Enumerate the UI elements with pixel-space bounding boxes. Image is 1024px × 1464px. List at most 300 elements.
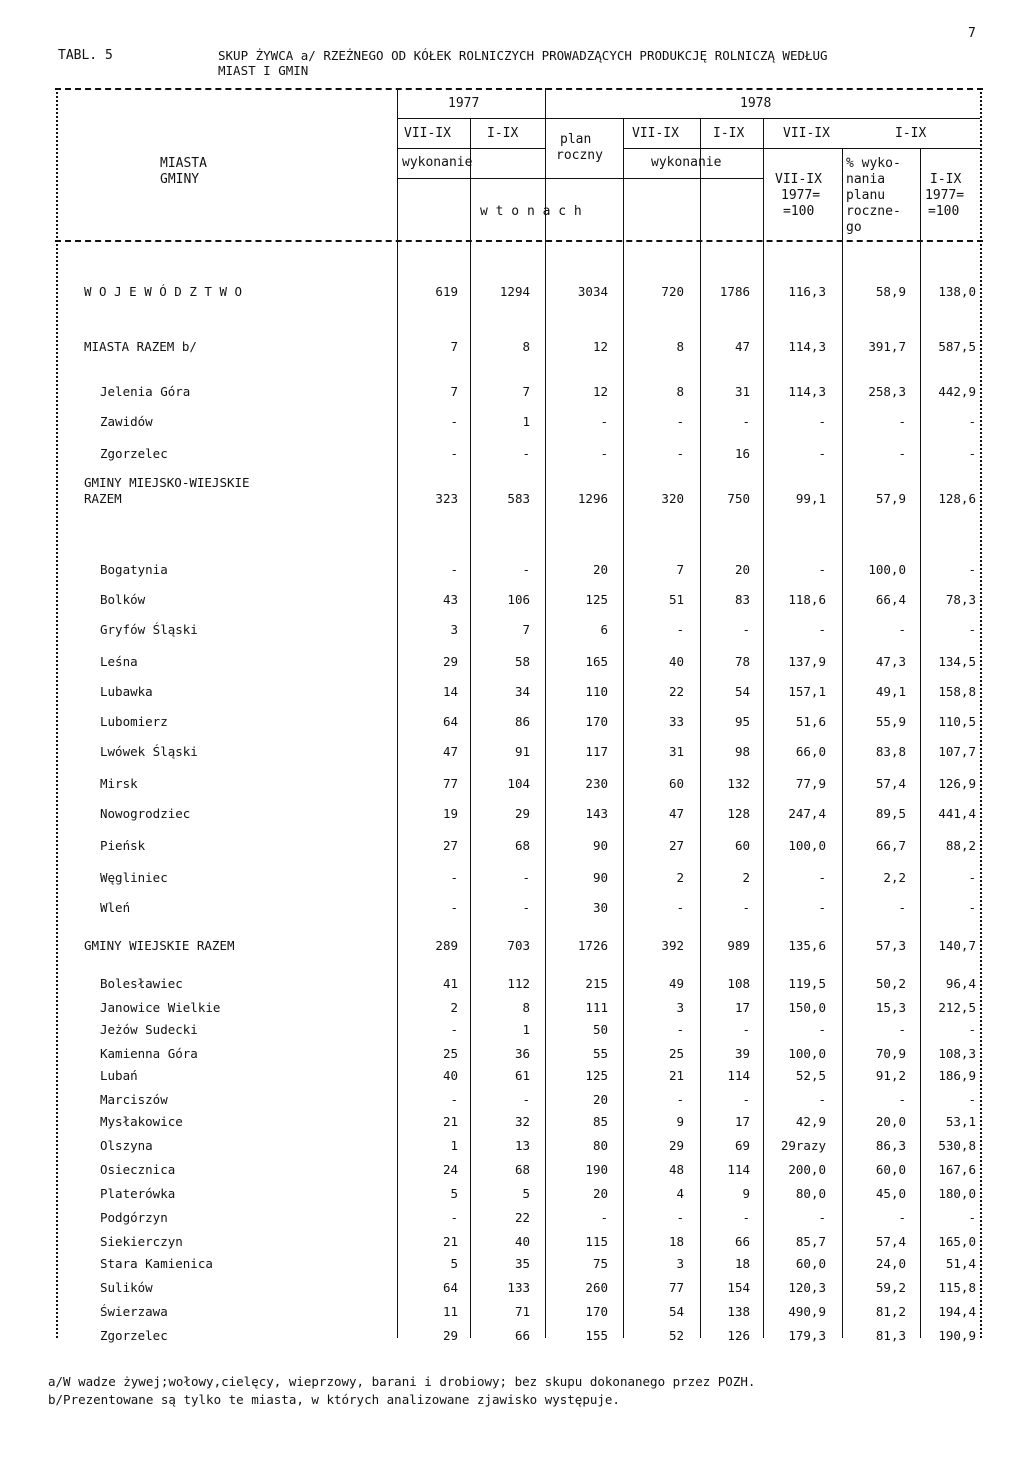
- row-value: 58: [514, 654, 530, 669]
- row-value: 8: [522, 1000, 530, 1015]
- row-value: 40: [668, 654, 684, 669]
- row-value: 1296: [577, 491, 608, 506]
- row-value: 392: [661, 938, 684, 953]
- row-value: 20: [592, 562, 608, 577]
- row-value: 57,4: [875, 776, 906, 791]
- row-value: -: [968, 1092, 976, 1107]
- row-name: Wleń: [100, 900, 131, 915]
- row-value: 120,3: [788, 1280, 826, 1295]
- units-label: w t o n a c h: [480, 204, 582, 219]
- row-name: GMINY MIEJSKO-WIEJSKIE: [84, 475, 250, 490]
- row-name: Lubawka: [100, 684, 153, 699]
- row-value: 112: [507, 976, 530, 991]
- period-1978-vii-ix: VII-IX: [632, 126, 679, 141]
- row-value: 15,3: [875, 1000, 906, 1015]
- row-value: 13: [514, 1138, 530, 1153]
- period-1978-i-ix: I-IX: [713, 126, 745, 141]
- index-vii-ix-line2: 1977=: [781, 188, 821, 203]
- row-value: 3034: [577, 284, 608, 299]
- row-value: 78,3: [945, 592, 976, 607]
- row-value: 118,6: [788, 592, 826, 607]
- row-value: 2,2: [883, 870, 906, 885]
- row-value: -: [450, 1210, 458, 1225]
- row-value: 69: [734, 1138, 750, 1153]
- row-value: 5: [522, 1186, 530, 1201]
- row-value: 116,3: [788, 284, 826, 299]
- row-value: 104: [507, 776, 530, 791]
- row-value: 115: [585, 1234, 608, 1249]
- row-value: -: [898, 446, 906, 461]
- row-value: 186,9: [938, 1068, 976, 1083]
- row-value: 140,7: [938, 938, 976, 953]
- row-name: Gryfów Śląski: [100, 622, 198, 637]
- row-name: Osiecznica: [100, 1162, 176, 1177]
- row-value: 180,0: [938, 1186, 976, 1201]
- row-value: 42,9: [795, 1114, 826, 1129]
- row-name: Platerówka: [100, 1186, 176, 1201]
- row-value: 66: [734, 1234, 750, 1249]
- row-value: 29: [668, 1138, 684, 1153]
- row-name: Stara Kamienica: [100, 1256, 213, 1271]
- row-value: 90: [592, 870, 608, 885]
- row-value: 49,1: [875, 684, 906, 699]
- period-1977-vii-ix: VII-IX: [404, 126, 451, 141]
- row-value: 750: [727, 491, 750, 506]
- row-value: 88,2: [945, 838, 976, 853]
- row-value: -: [450, 562, 458, 577]
- period-index-i-ix: I-IX: [895, 126, 927, 141]
- row-value: -: [968, 622, 976, 637]
- row-value: 18: [668, 1234, 684, 1249]
- row-value: -: [742, 1022, 750, 1037]
- table-title-line2: MIAST I GMIN: [218, 63, 309, 78]
- row-value: 17: [734, 1114, 750, 1129]
- row-name: GMINY WIEJSKIE RAZEM: [84, 938, 235, 953]
- row-value: 154: [727, 1280, 750, 1295]
- period-index-vii-ix: VII-IX: [783, 126, 830, 141]
- row-value: 179,3: [788, 1328, 826, 1343]
- row-value: 114,3: [788, 384, 826, 399]
- row-name: Olszyna: [100, 1138, 153, 1153]
- row-value: 99,1: [795, 491, 826, 506]
- row-value: -: [818, 446, 826, 461]
- row-value: 22: [514, 1210, 530, 1225]
- row-name: Pieńsk: [100, 838, 146, 853]
- row-value: 64: [442, 714, 458, 729]
- row-value: 2: [676, 870, 684, 885]
- row-value: 51: [668, 592, 684, 607]
- row-value: 134,5: [938, 654, 976, 669]
- index-vii-ix-line1: VII-IX: [775, 172, 822, 187]
- row-value: 90: [592, 838, 608, 853]
- footnote-a: a/W wadze żywej;wołowy,cielęcy, wieprzowy, barani i drobiowy; bez skupu dokonanego przez POZH.: [48, 1374, 756, 1389]
- row-value: -: [898, 622, 906, 637]
- row-value: 115,8: [938, 1280, 976, 1295]
- row-value: 53,1: [945, 1114, 976, 1129]
- row-value: -: [450, 1092, 458, 1107]
- row-value: 25: [668, 1046, 684, 1061]
- row-value: -: [742, 622, 750, 637]
- row-value: 29: [514, 806, 530, 821]
- row-name: Mirsk: [100, 776, 138, 791]
- row-value: 27: [442, 838, 458, 853]
- row-name: MIASTA RAZEM b/: [84, 339, 197, 354]
- row-value: 135,6: [788, 938, 826, 953]
- row-name: Świerzawa: [100, 1304, 168, 1319]
- row-value: 91: [514, 744, 530, 759]
- plan-label: plan: [560, 132, 592, 147]
- row-value: 230: [585, 776, 608, 791]
- row-value: 114: [727, 1068, 750, 1083]
- row-value: 158,8: [938, 684, 976, 699]
- row-value: 96,4: [945, 976, 976, 991]
- row-name: Sulików: [100, 1280, 153, 1295]
- row-value: -: [676, 414, 684, 429]
- row-value: 55: [592, 1046, 608, 1061]
- index-i-ix-line3: =100: [928, 204, 960, 219]
- row-value: -: [522, 1092, 530, 1107]
- row-value: 39: [734, 1046, 750, 1061]
- row-value: 5: [450, 1256, 458, 1271]
- row-value: 51,6: [795, 714, 826, 729]
- row-value: 29: [442, 654, 458, 669]
- row-value: 29razy: [780, 1138, 826, 1153]
- row-value: 66,0: [795, 744, 826, 759]
- plan-exec-line1: % wyko-: [846, 156, 901, 171]
- row-value: -: [676, 622, 684, 637]
- row-name: Lwówek Śląski: [100, 744, 198, 759]
- row-name: Zgorzelec: [100, 446, 168, 461]
- row-value: -: [818, 414, 826, 429]
- row-value: 128,6: [938, 491, 976, 506]
- row-value: 9: [676, 1114, 684, 1129]
- row-value: 107,7: [938, 744, 976, 759]
- row-value: 114,3: [788, 339, 826, 354]
- row-value: 47: [442, 744, 458, 759]
- row-value: 8: [676, 339, 684, 354]
- row-value: -: [898, 1092, 906, 1107]
- row-value: -: [818, 900, 826, 915]
- row-value: 1: [522, 414, 530, 429]
- row-value: -: [898, 1022, 906, 1037]
- row-name: Zgorzelec: [100, 1328, 168, 1343]
- row-value: 77: [442, 776, 458, 791]
- row-value: 85,7: [795, 1234, 826, 1249]
- row-value: 40: [514, 1234, 530, 1249]
- plan-exec-line2: nania: [846, 172, 886, 187]
- row-value: 1294: [499, 284, 530, 299]
- row-value: 260: [585, 1280, 608, 1295]
- row-value: 14: [442, 684, 458, 699]
- row-value: 29: [442, 1328, 458, 1343]
- plan-exec-line4: roczne-: [846, 204, 901, 219]
- row-name: Kamienna Góra: [100, 1046, 198, 1061]
- row-name: Bolków: [100, 592, 146, 607]
- row-value: -: [898, 900, 906, 915]
- row-value: -: [898, 1210, 906, 1225]
- row-value: 25: [442, 1046, 458, 1061]
- row-name: Bolesławiec: [100, 976, 183, 991]
- row-name: Jeżów Sudecki: [100, 1022, 198, 1037]
- row-value: 200,0: [788, 1162, 826, 1177]
- row-value: 19: [442, 806, 458, 821]
- row-value: 110,5: [938, 714, 976, 729]
- row-value: 20: [592, 1092, 608, 1107]
- row-value: -: [450, 900, 458, 915]
- row-value: -: [742, 900, 750, 915]
- row-value: 170: [585, 714, 608, 729]
- row-value: 1726: [577, 938, 608, 953]
- row-value: -: [522, 900, 530, 915]
- table-title-line1: SKUP ŻYWCA a/ RZEŻNEGO OD KÓŁEK ROLNICZYCH PROWADZĄCYCH PRODUKCJĘ ROLNICZĄ WEDŁUG: [218, 48, 828, 63]
- row-value: 128: [727, 806, 750, 821]
- row-value: 619: [435, 284, 458, 299]
- row-value: 138: [727, 1304, 750, 1319]
- row-value: 20: [734, 562, 750, 577]
- row-value: -: [676, 446, 684, 461]
- row-name: Janowice Wielkie: [100, 1000, 221, 1015]
- row-value: 289: [435, 938, 458, 953]
- row-value: 43: [442, 592, 458, 607]
- row-value: 36: [514, 1046, 530, 1061]
- row-value: 60,0: [875, 1162, 906, 1177]
- row-value: 86,3: [875, 1138, 906, 1153]
- row-value: 170: [585, 1304, 608, 1319]
- row-value: 6: [600, 622, 608, 637]
- row-value: -: [968, 562, 976, 577]
- row-value: -: [968, 1210, 976, 1225]
- row-value: -: [742, 414, 750, 429]
- page-number: 7: [968, 26, 976, 41]
- row-value: 59,2: [875, 1280, 906, 1295]
- row-value: 89,5: [875, 806, 906, 821]
- row-value: 48: [668, 1162, 684, 1177]
- row-value: 11: [442, 1304, 458, 1319]
- row-name: Bogatynia: [100, 562, 168, 577]
- row-value: 100,0: [788, 1046, 826, 1061]
- row-value: 55,9: [875, 714, 906, 729]
- row-value: 125: [585, 1068, 608, 1083]
- row-value: -: [742, 1210, 750, 1225]
- year-1977: 1977: [448, 96, 480, 111]
- row-name: Zawidów: [100, 414, 153, 429]
- row-name: W O J E W Ó D Z T W O: [84, 284, 243, 299]
- plan-exec-line5: go: [846, 220, 862, 235]
- year-1978: 1978: [740, 96, 772, 111]
- plan-exec-line3: planu: [846, 188, 886, 203]
- row-value: 78: [734, 654, 750, 669]
- row-value: 3: [450, 622, 458, 637]
- row-value: 81,2: [875, 1304, 906, 1319]
- footnote-b: b/Prezentowane są tylko te miasta, w których analizowane zjawisko występuje.: [48, 1392, 620, 1407]
- row-value: -: [676, 900, 684, 915]
- row-value: -: [450, 446, 458, 461]
- row-value: 75: [592, 1256, 608, 1271]
- row-value: 50: [592, 1022, 608, 1037]
- row-value: 21: [442, 1114, 458, 1129]
- row-value: -: [522, 446, 530, 461]
- row-value: 5: [450, 1186, 458, 1201]
- row-value: 71: [514, 1304, 530, 1319]
- row-name: Podgórzyn: [100, 1210, 168, 1225]
- table-label: TABL. 5: [58, 48, 113, 63]
- row-value: 323: [435, 491, 458, 506]
- row-value: 7: [450, 384, 458, 399]
- row-value: 57,3: [875, 938, 906, 953]
- row-value: 442,9: [938, 384, 976, 399]
- row-value: 45,0: [875, 1186, 906, 1201]
- row-value: -: [676, 1210, 684, 1225]
- row-value: 108,3: [938, 1046, 976, 1061]
- row-value: 17: [734, 1000, 750, 1015]
- row-value: 40: [442, 1068, 458, 1083]
- index-i-ix-line1: I-IX: [930, 172, 962, 187]
- row-value: 30: [592, 900, 608, 915]
- row-value: -: [968, 900, 976, 915]
- row-value: -: [818, 562, 826, 577]
- row-value: 138,0: [938, 284, 976, 299]
- row-value: 83: [734, 592, 750, 607]
- row-value: 441,4: [938, 806, 976, 821]
- row-value: 587,5: [938, 339, 976, 354]
- row-value: -: [676, 1092, 684, 1107]
- row-value: 2: [450, 1000, 458, 1015]
- roczny-label: roczny: [556, 148, 603, 163]
- row-value: 20: [592, 1186, 608, 1201]
- row-value: 212,5: [938, 1000, 976, 1015]
- row-value: 66,4: [875, 592, 906, 607]
- row-value: 167,6: [938, 1162, 976, 1177]
- row-value: 143: [585, 806, 608, 821]
- row-name: Jelenia Góra: [100, 384, 191, 399]
- row-value: 100,0: [868, 562, 906, 577]
- row-value: 9: [742, 1186, 750, 1201]
- row-value: 66: [514, 1328, 530, 1343]
- row-value: -: [968, 414, 976, 429]
- row-value: 41: [442, 976, 458, 991]
- row-value: 70,9: [875, 1046, 906, 1061]
- row-value: -: [600, 1210, 608, 1225]
- row-name-continued: RAZEM: [84, 491, 122, 506]
- row-value: 64: [442, 1280, 458, 1295]
- row-value: 165,0: [938, 1234, 976, 1249]
- row-value: 490,9: [788, 1304, 826, 1319]
- row-value: -: [450, 1022, 458, 1037]
- row-value: 2: [742, 870, 750, 885]
- row-value: 125: [585, 592, 608, 607]
- row-value: 108: [727, 976, 750, 991]
- row-value: 165: [585, 654, 608, 669]
- row-value: 320: [661, 491, 684, 506]
- row-value: 61: [514, 1068, 530, 1083]
- row-value: 989: [727, 938, 750, 953]
- row-value: 247,4: [788, 806, 826, 821]
- row-value: 80,0: [795, 1186, 826, 1201]
- row-value: 3: [676, 1000, 684, 1015]
- row-value: 530,8: [938, 1138, 976, 1153]
- row-value: -: [522, 562, 530, 577]
- row-value: 47: [734, 339, 750, 354]
- row-value: -: [450, 870, 458, 885]
- row-value: 7: [676, 562, 684, 577]
- row-value: 81,3: [875, 1328, 906, 1343]
- row-value: 58,9: [875, 284, 906, 299]
- row-value: 12: [592, 339, 608, 354]
- row-value: 77: [668, 1280, 684, 1295]
- row-value: 24,0: [875, 1256, 906, 1271]
- row-value: 137,9: [788, 654, 826, 669]
- row-value: 21: [668, 1068, 684, 1083]
- row-value: -: [818, 870, 826, 885]
- row-value: 18: [734, 1256, 750, 1271]
- row-value: 111: [585, 1000, 608, 1015]
- row-value: -: [676, 1022, 684, 1037]
- row-value: 54: [668, 1304, 684, 1319]
- row-value: 66,7: [875, 838, 906, 853]
- row-name: Leśna: [100, 654, 138, 669]
- row-value: 27: [668, 838, 684, 853]
- row-value: 157,1: [788, 684, 826, 699]
- row-value: 91,2: [875, 1068, 906, 1083]
- row-value: 7: [450, 339, 458, 354]
- row-value: 32: [514, 1114, 530, 1129]
- row-value: -: [600, 414, 608, 429]
- row-value: 190,9: [938, 1328, 976, 1343]
- row-value: 100,0: [788, 838, 826, 853]
- row-value: 391,7: [868, 339, 906, 354]
- row-value: 68: [514, 1162, 530, 1177]
- row-value: 60: [668, 776, 684, 791]
- row-value: 98: [734, 744, 750, 759]
- row-value: -: [818, 1022, 826, 1037]
- row-value: -: [968, 870, 976, 885]
- row-value: 54: [734, 684, 750, 699]
- row-value: 126: [727, 1328, 750, 1343]
- row-value: 68: [514, 838, 530, 853]
- row-value: -: [600, 446, 608, 461]
- row-value: 150,0: [788, 1000, 826, 1015]
- row-value: 119,5: [788, 976, 826, 991]
- row-value: 34: [514, 684, 530, 699]
- row-value: 194,4: [938, 1304, 976, 1319]
- stub-header-miasta: MIASTA: [160, 156, 207, 171]
- row-value: 7: [522, 622, 530, 637]
- row-value: 50,2: [875, 976, 906, 991]
- row-value: 8: [522, 339, 530, 354]
- row-value: 110: [585, 684, 608, 699]
- row-value: 47,3: [875, 654, 906, 669]
- stub-header-gminy: GMINY: [160, 172, 200, 187]
- row-value: 22: [668, 684, 684, 699]
- row-value: 258,3: [868, 384, 906, 399]
- row-value: 132: [727, 776, 750, 791]
- row-value: -: [818, 1210, 826, 1225]
- row-value: 80: [592, 1138, 608, 1153]
- row-value: 16: [734, 446, 750, 461]
- row-value: 117: [585, 744, 608, 759]
- row-name: Węgliniec: [100, 870, 168, 885]
- row-value: 31: [734, 384, 750, 399]
- row-value: -: [742, 1092, 750, 1107]
- row-value: 583: [507, 491, 530, 506]
- row-value: 1: [522, 1022, 530, 1037]
- row-value: 190: [585, 1162, 608, 1177]
- row-value: 57,4: [875, 1234, 906, 1249]
- period-1977-i-ix: I-IX: [487, 126, 519, 141]
- row-value: 106: [507, 592, 530, 607]
- wykonanie-1978: wykonanie: [651, 155, 722, 170]
- row-value: -: [968, 1022, 976, 1037]
